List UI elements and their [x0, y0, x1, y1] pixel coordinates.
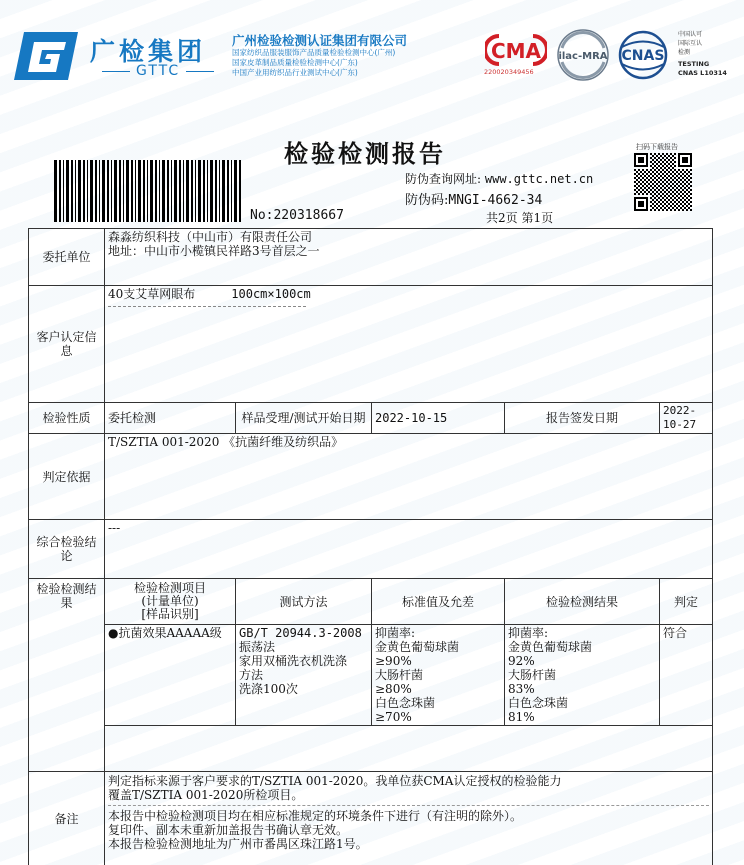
qr-label: 扫码下载报告: [636, 143, 678, 151]
remarks-line: 判定指标来源于客户要求的T/SZTIA 001-2020。我单位获CMA认定授权的检验能力: [108, 774, 562, 788]
standard-line: 大肠杆菌: [375, 668, 424, 682]
anticode-label: 防伪码:: [405, 193, 449, 208]
report-number-label: No:: [250, 208, 274, 223]
remarks-label: 备注: [29, 772, 105, 865]
result-line: 大肠杆菌: [508, 668, 557, 682]
conclusion-value: ---: [105, 520, 713, 579]
standard-line: ≥80%: [375, 682, 412, 696]
cnas-testing: TESTING: [678, 60, 710, 68]
results-header-row: [29, 579, 713, 625]
logo-english-name: GTTC: [96, 63, 220, 79]
remarks-divider: [108, 805, 709, 806]
standard-line: 金黄色葡萄球菌: [375, 640, 460, 654]
col-item-line: [样品识别]: [141, 607, 199, 621]
standard-line: ≥90%: [375, 654, 412, 668]
qr-code-icon: [634, 153, 692, 211]
client-row: [29, 229, 713, 286]
remarks-line: 本报告检验检测地址为广州市番禺区珠江路1号。: [108, 837, 368, 851]
report-title: 检验检测报告: [284, 139, 446, 168]
cma-label: CMA: [490, 39, 542, 63]
col-item-line: 检验检测项目: [133, 581, 206, 595]
result-value: [505, 625, 660, 726]
standard-line: ≥70%: [375, 710, 412, 724]
result-line: 83%: [508, 682, 535, 696]
report-number-value: 220318667: [273, 208, 344, 223]
remarks-row: [29, 772, 713, 865]
sample-date-label: 样品受理/测试开始日期: [236, 403, 372, 434]
col-result-header: 检验检测结果: [505, 579, 660, 625]
result-standard: [372, 625, 505, 726]
result-line: 白色念珠菌: [508, 696, 569, 710]
conclusion-row: [29, 520, 713, 579]
remarks-line: 复印件、副本未重新加盖报告书确认章无效。: [108, 823, 349, 837]
logo-chinese-name: 广检集团: [90, 37, 207, 66]
result-method: [236, 625, 372, 726]
result-blank-cell: [105, 726, 713, 772]
customer-info-cell: [105, 286, 713, 403]
center-line: 中国产业用纺织品行业测试中心(广东): [232, 68, 358, 77]
customer-info-size: 100cm×100cm: [231, 287, 311, 301]
cma-number: 220020349456: [484, 68, 534, 76]
result-line: 抑菌率:: [508, 626, 549, 640]
standard-line: 抑菌率:: [375, 626, 416, 640]
client-cell: [105, 229, 713, 286]
cnas-side-text: 中国认可: [678, 31, 703, 38]
method-line: 振荡法: [239, 640, 276, 654]
center-line: 国家皮革制品质量检验检测中心(广东): [232, 58, 358, 67]
result-row: [29, 625, 713, 726]
query-url: www.gttc.net.cn: [484, 172, 594, 186]
query-line: [405, 170, 593, 187]
barcode-icon: [52, 160, 244, 222]
remarks-line: 覆盖T/SZTIA 001-2020所检项目。: [108, 788, 304, 802]
result-item: ●抗菌效果AAAAA级: [105, 625, 236, 726]
method-line: GB/T 20944.3-2008: [239, 626, 362, 640]
standard-line: 白色念珠菌: [375, 696, 436, 710]
issue-date: 2022-10-27: [660, 403, 713, 434]
basis-row: [29, 434, 713, 520]
anticode-value: MNGI-4662-34: [448, 193, 543, 208]
report-table: [28, 228, 713, 865]
client-address: 地址：中山市小榄镇民祥路3号首层之一: [108, 244, 320, 258]
customer-info-row: [29, 286, 713, 403]
center-line: 国家纺织品服装服饰产品质量检验检测中心(广州): [232, 48, 396, 57]
gttc-logo-icon: [12, 30, 80, 82]
nature-row: [29, 403, 713, 434]
page-info: 共2页 第1页: [486, 211, 554, 225]
ilac-label: ilac-MRA: [558, 51, 608, 62]
cma-mark-icon: [485, 34, 547, 66]
remarks-cell: [105, 772, 713, 865]
cnas-mark-icon: [612, 30, 674, 80]
cnas-label: CNAS: [621, 48, 665, 64]
cnas-side-text: 国际互认: [678, 40, 703, 47]
client-label: 委托单位: [29, 229, 105, 286]
result-line: 92%: [508, 654, 535, 668]
issue-date-label: 报告签发日期: [505, 403, 660, 434]
method-line: 洗涤100次: [239, 682, 298, 696]
col-method-header: 测试方法: [236, 579, 372, 625]
basis-value: T/SZTIA 001-2020 《抗菌纤维及纺织品》: [105, 434, 713, 520]
client-name: 森淼纺织科技（中山市）有限责任公司: [108, 230, 313, 244]
result-blank-row: [29, 726, 713, 772]
results-label: 检验检测结果: [29, 579, 105, 772]
cnas-code: CNAS L10314: [678, 69, 727, 77]
sample-date: 2022-10-15: [372, 403, 505, 434]
result-judgement: 符合: [660, 625, 713, 726]
ilac-mra-mark-icon: [556, 28, 610, 82]
nature-label: 检验性质: [29, 403, 105, 434]
query-label: 防伪查询网址:: [405, 172, 482, 186]
conclusion-label: 综合检验结论: [29, 520, 105, 579]
col-item-line: (计量单位): [141, 594, 199, 608]
customer-info-label: 客户认定信息: [29, 286, 105, 403]
col-judgement-header: 判定: [660, 579, 713, 625]
customer-info-item: 40支艾草网眼布: [108, 287, 196, 301]
col-standard-header: 标准值及允差: [372, 579, 505, 625]
info-underline: [108, 301, 306, 307]
result-line: 金黄色葡萄球菌: [508, 640, 593, 654]
method-line: 家用双桶洗衣机洗涤: [239, 654, 348, 668]
col-item-header: [105, 579, 236, 625]
basis-label: 判定依据: [29, 434, 105, 520]
report-number: [250, 208, 344, 223]
remarks-line: 本报告中检验检测项目均在相应标准规定的环境条件下进行（有注明的除外）。: [108, 809, 523, 823]
nature-value: 委托检测: [105, 403, 236, 434]
group-name: 广州检验检测认证集团有限公司: [232, 33, 408, 48]
anticode-line: [405, 189, 542, 208]
method-line: 方法: [239, 668, 264, 682]
cnas-side-text: 检测: [678, 49, 691, 56]
result-line: 81%: [508, 710, 535, 724]
